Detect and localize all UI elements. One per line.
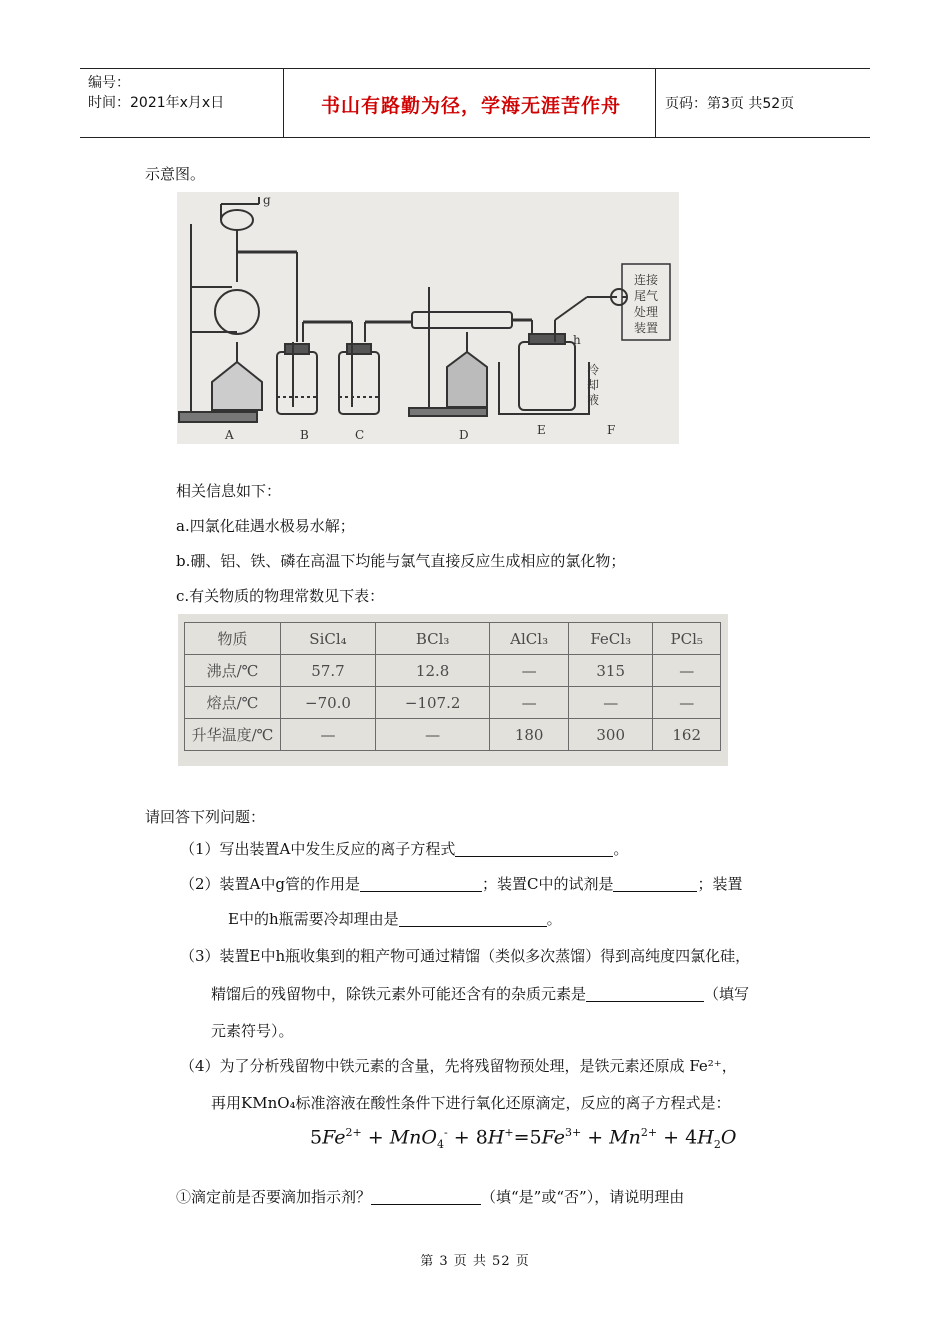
table-cell: 12.8 xyxy=(375,655,489,687)
table-header-cell: 物质 xyxy=(185,623,281,655)
answer-blank[interactable] xyxy=(455,840,613,857)
answer-blank[interactable] xyxy=(586,985,704,1002)
table-cell: — xyxy=(375,719,489,751)
table-row xyxy=(185,655,721,687)
question-1-end: 。 xyxy=(613,840,629,858)
letter-c: C xyxy=(355,428,365,442)
box-text-3: 处理 xyxy=(633,305,659,319)
question-3-line3: 元素符号）。 xyxy=(211,1022,294,1040)
eq-charge: 2+ xyxy=(640,1126,658,1139)
table-cell: −107.2 xyxy=(375,687,489,719)
letter-a: A xyxy=(225,428,234,442)
table-cell: 180 xyxy=(490,719,569,751)
question-1-text: （1）写出装置A中发生反应的离子方程式 xyxy=(180,840,456,858)
header-motto: 书山有路勤为径，学海无涯苦作舟 xyxy=(320,95,621,117)
table-cell: 162 xyxy=(653,719,721,751)
info-a: a.四氯化硅遇水极易水解； xyxy=(176,517,355,535)
table-cell: 沸点/℃ xyxy=(185,655,281,687)
header-page-info: 页码：第3页 共52页 xyxy=(665,96,795,112)
question-3-text-b: 精馏后的残留物中，除铁元素外可能还含有的杂质元素是 xyxy=(211,985,587,1003)
table-cell: 315 xyxy=(568,655,652,687)
question-3-line1: （3）装置E中h瓶收集到的粗产物可通过精馏（类似多次蒸馏）得到高纯度四氯化硅， xyxy=(180,947,751,965)
eq-mno: MnO xyxy=(389,1126,437,1149)
eq-coef: 5 xyxy=(310,1126,323,1149)
eq-plus: + 4 xyxy=(657,1126,698,1149)
table-cell: — xyxy=(281,719,376,751)
question-3-text-c: （填写 xyxy=(704,985,750,1003)
header-divider xyxy=(655,69,656,137)
eq-h: H xyxy=(487,1126,505,1149)
table-cell: — xyxy=(653,655,721,687)
eq-fe: Fe xyxy=(322,1126,346,1149)
answer-blank[interactable] xyxy=(613,875,697,892)
table-row xyxy=(185,719,721,751)
question-2 xyxy=(180,873,742,895)
table-cell: — xyxy=(490,687,569,719)
eq-charge: + xyxy=(504,1126,514,1139)
question-1 xyxy=(180,838,628,860)
info-b: b.硼、铝、铁、磷在高温下均能与氯气直接反应生成相应的氯化物； xyxy=(176,552,626,570)
letter-e: E xyxy=(537,423,546,437)
eq-mn: Mn xyxy=(609,1126,641,1149)
eq-equals: =5 xyxy=(513,1126,542,1149)
table-cell: — xyxy=(653,687,721,719)
coolant-text-2: 却 xyxy=(587,378,600,392)
letter-f: F xyxy=(607,423,616,437)
label-h: h xyxy=(573,333,581,347)
table-header-row xyxy=(185,623,721,655)
table-cell: 熔点/℃ xyxy=(185,687,281,719)
letter-b: B xyxy=(300,428,309,442)
constants-table-figure xyxy=(178,614,728,766)
question-5-text-b: （填“是”或“否”），请说明理由 xyxy=(481,1188,685,1206)
eq-sub: 4 xyxy=(436,1138,444,1152)
question-2-text-d: E中的h瓶需要冷却理由是 xyxy=(228,910,399,928)
question-5-text-a: ①滴定前是否要滴加指示剂？ xyxy=(176,1188,372,1206)
eq-charge: 2+ xyxy=(345,1126,362,1139)
coolant-text-1: 冷 xyxy=(587,363,600,377)
question-2-text-c: ；装置 xyxy=(697,875,743,893)
answer-blank[interactable] xyxy=(371,1188,481,1205)
question-5 xyxy=(176,1186,684,1208)
table-row xyxy=(185,687,721,719)
letter-d: D xyxy=(459,428,469,442)
question-4-line2: 再用KMnO₄标准溶液在酸性条件下进行氧化还原滴定，反应的离子方程式是： xyxy=(211,1094,731,1112)
table-cell: −70.0 xyxy=(281,687,376,719)
intro-text: 示意图。 xyxy=(145,165,206,183)
table-cell: 300 xyxy=(568,719,652,751)
page-header xyxy=(80,68,870,138)
header-divider xyxy=(283,69,284,137)
table-cell: 升华温度/℃ xyxy=(185,719,281,751)
redox-equation xyxy=(310,1126,736,1151)
table-cell: — xyxy=(568,687,652,719)
question-4-line1: （4）为了分析残留物中铁元素的含量，先将残留物预处理，是铁元素还原成 Fe²⁺， xyxy=(180,1057,737,1075)
question-2-text-a: （2）装置A中g管的作用是 xyxy=(180,875,360,893)
box-text-2: 尾气 xyxy=(633,289,659,303)
question-2-line2 xyxy=(228,908,562,930)
label-g: g xyxy=(263,193,271,207)
info-c: c.有关物质的物理常数见下表： xyxy=(176,587,385,605)
answer-blank[interactable] xyxy=(360,875,482,892)
table-cell: — xyxy=(490,655,569,687)
table-header-cell: BCl₃ xyxy=(375,623,489,655)
header-number: 编号： xyxy=(88,75,130,91)
page-footer: 第 3 页 共 52 页 xyxy=(420,1254,530,1269)
apparatus-figure xyxy=(177,192,679,444)
question-3-line2 xyxy=(211,983,749,1005)
header-time: 时间：2021年x月x日 xyxy=(88,95,225,111)
eq-h2o-o: O xyxy=(720,1126,737,1149)
eq-plus: + xyxy=(361,1126,390,1149)
eq-h2o-h: H xyxy=(697,1126,714,1149)
box-text-1: 连接 xyxy=(633,273,659,287)
table-header-cell: AlCl₃ xyxy=(490,623,569,655)
table-header-cell: SiCl₄ xyxy=(281,623,376,655)
constants-table xyxy=(184,622,721,751)
coolant-text-3: 液 xyxy=(587,393,600,407)
eq-charge: 3+ xyxy=(565,1126,582,1139)
box-text-4: 装置 xyxy=(633,321,659,335)
eq-plus: + xyxy=(581,1126,610,1149)
answer-blank[interactable] xyxy=(399,910,547,927)
table-header-cell: FeCl₃ xyxy=(568,623,652,655)
eq-plus: + 8 xyxy=(447,1126,488,1149)
header-meta xyxy=(88,73,224,113)
eq-sub: 2 xyxy=(713,1138,721,1152)
eq-fe: Fe xyxy=(541,1126,565,1149)
question-2-text-e: 。 xyxy=(546,910,562,928)
questions-prompt: 请回答下列问题： xyxy=(145,808,266,826)
apparatus-drawing xyxy=(177,192,679,444)
info-heading: 相关信息如下： xyxy=(176,482,282,500)
table-cell: 57.7 xyxy=(281,655,376,687)
eq-charge: - xyxy=(443,1126,448,1139)
table-header-cell: PCl₅ xyxy=(653,623,721,655)
question-2-text-b: ；装置C中的试剂是 xyxy=(481,875,614,893)
